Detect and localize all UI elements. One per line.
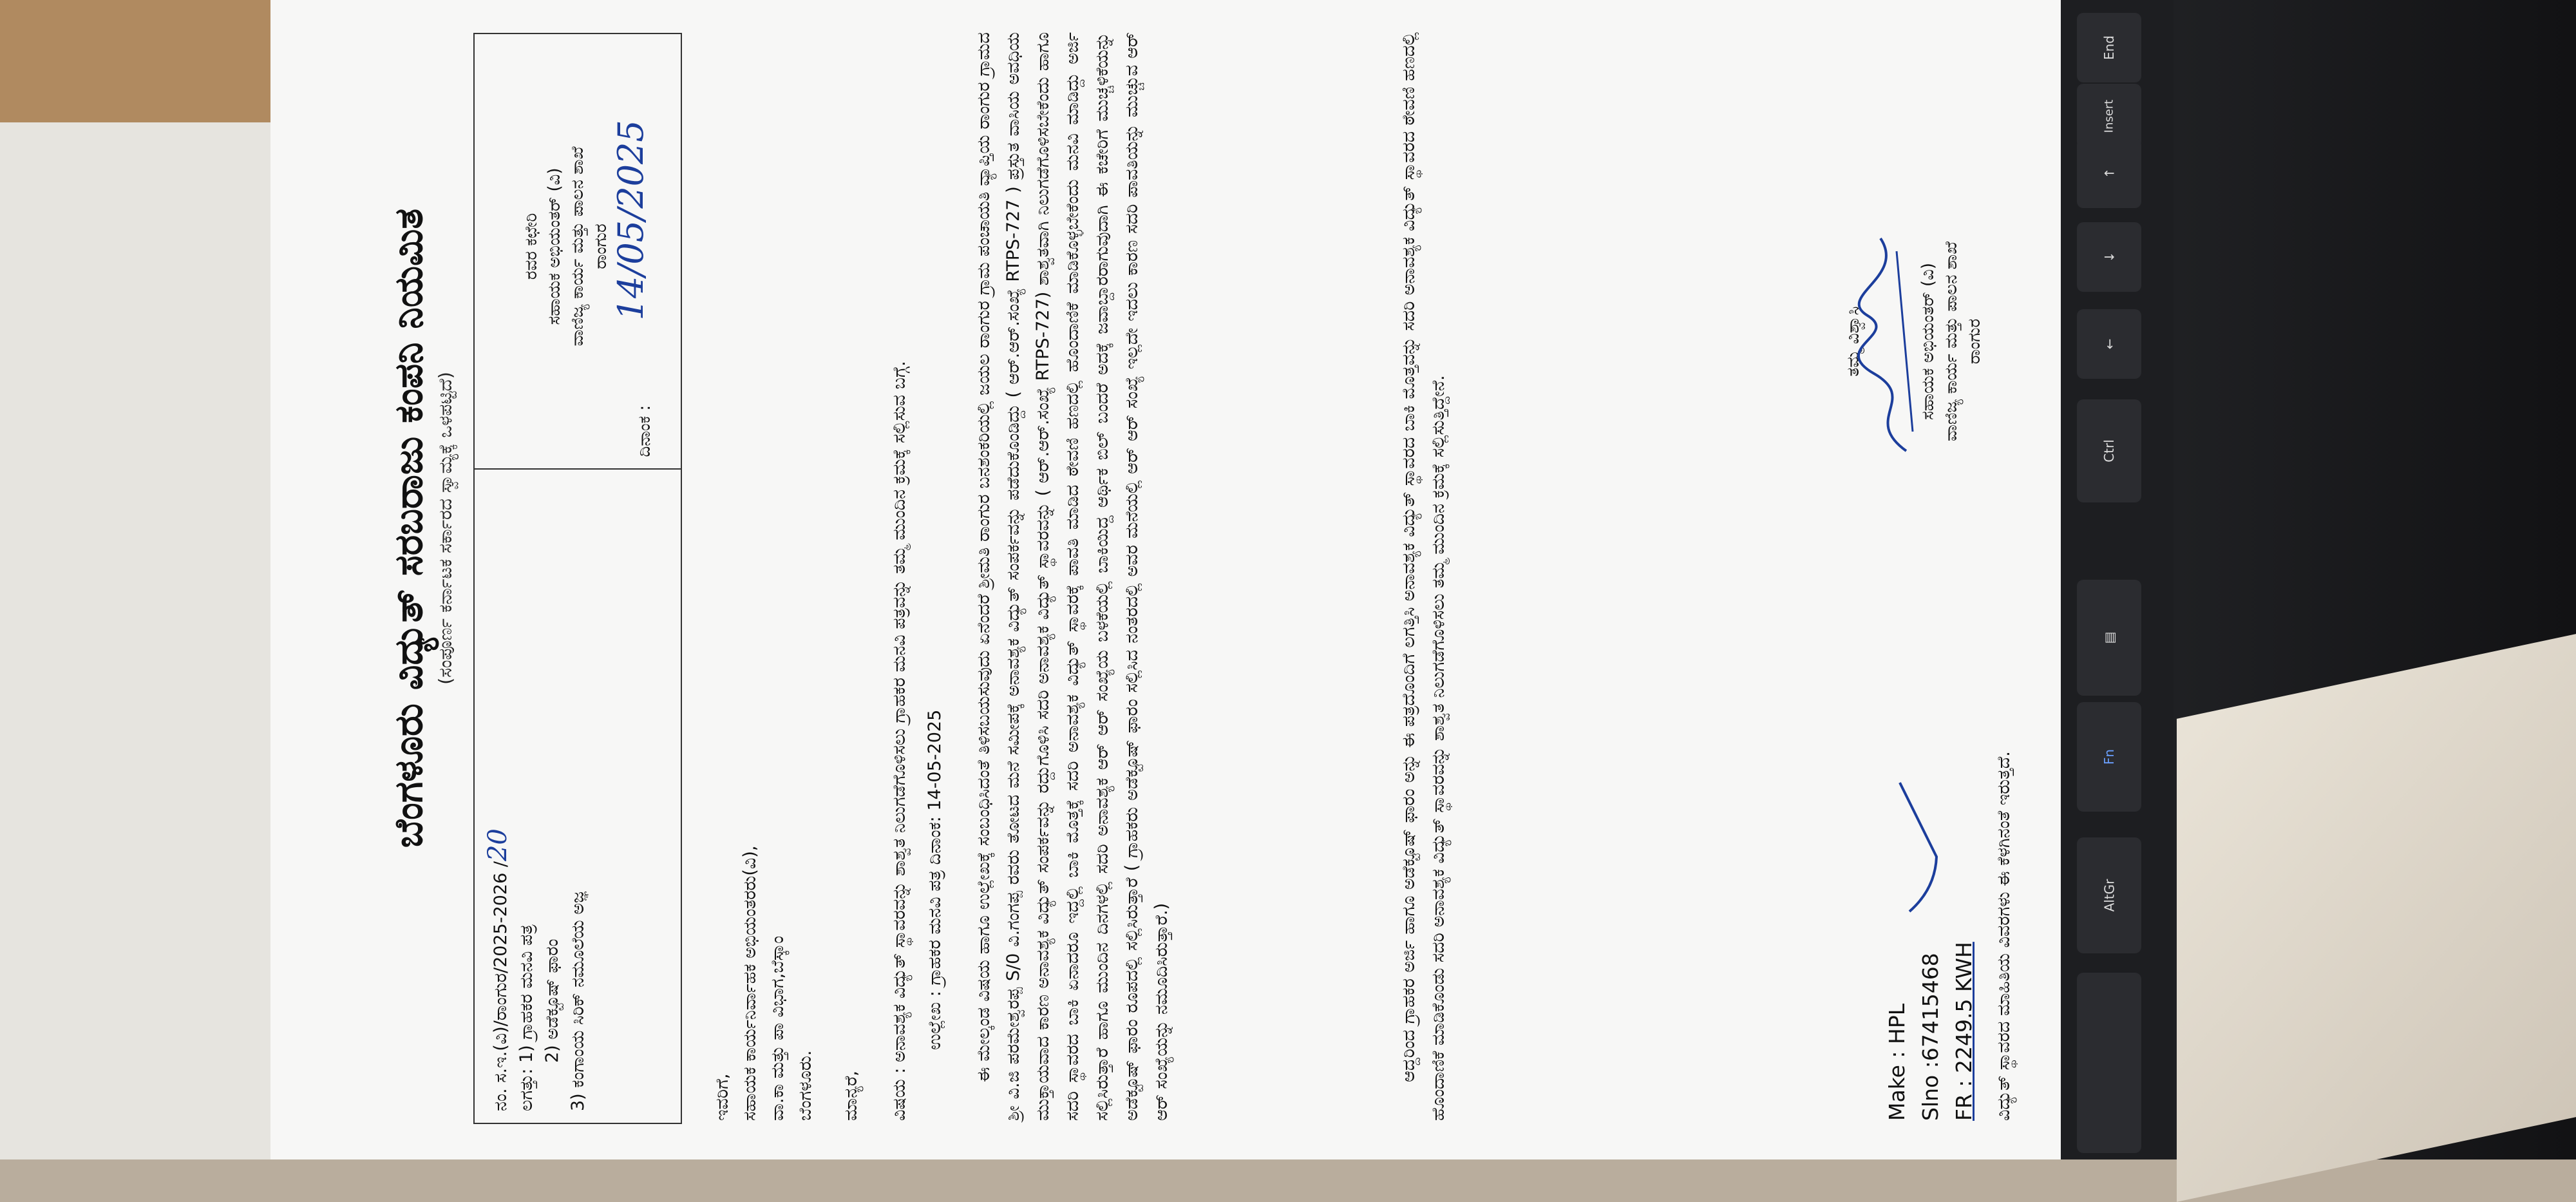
enclosure-2: 2) ಅಡೆಕ್ಟೂಷ್ ಫಾರಂ bbox=[542, 939, 562, 1063]
subject-line: ವಿಷಯ : ಅನಾವಶ್ಯಕ ವಿದ್ಯುತ್ ಸ್ಥಾವರವನ್ನು ಶಾಶ್ವತ ನಿಲುಗಡೆಗೊಳಿಸಲು ಗ್ರಾಹಕರ ಮನವಿ ಪತ್ರವನ್ನು ತಮ್ಮ ಮುಂದಿನ ಕ್ರಮಕ್ಕೆ ಸಲ್ಲಿಸುವ ಬಗ್ಗೆ. bbox=[889, 361, 909, 1121]
date-value: 14/05/2025 bbox=[611, 120, 651, 321]
body-paragraph-1: ಈ ಮೇಲ್ಕಂಡ ವಿಷಯ ಹಾಗೂ ಉಲ್ಲೇಖಕ್ಕೆ ಸಂಬಂಧಿಸಿದಂತೆ ತಿಳಿಸಬಯಸುವುದು ಏನೆಂದರೆ ಶ್ರೀಮತಿ ರಾಂಗುರ ಬನಶಂಕರಿಯಲ್ಲಿ ಜಯಲ ರಾಂಗುರ ಗ್ರಾಮ ಪಂಚಾಯತಿ ವ್ಯಾಪ್ತಿಯ ರಾಂಗುರ ಗ್ರಾಮದ ಶ್ರೀ ವಿ.ಜಿ ಪರಮೇಶ್ವರಪ್ಪ S/0 ವಿ.ಗಂಗಪ್ಪ ರವರು ತೋಟದ ಮನೆ ಸಮೀಪಕ್ಕೆ ಅನಾವಶ್ಯಕ ವಿದ್ಯುತ್ ಸಂಪರ್ಕವನ್ನು ಪಡೆದುಕೊಂಡಿದ್ದು ( ಆರ್.ಆರ್.ಸಂಖ್ಯೆ RTPS-727 ) ಪ್ರಸ್ತುತ ವಾಸಿಯ ಅವಧಿಯ ಮುಕ್ತಾಯವಾದ ಕಾರಣ ಅನಾವಶ್ಯಕ ವಿದ್ಯುತ್ ಸಂಪರ್ಕವನ್ನು ರದ್ದುಗೊಳಿಸಿ ಸದರಿ ಅನಾವಶ್ಯಕ ವಿದ್ಯುತ್ ಸ್ಥಾವರವನ್ನು ( ಆರ್.ಆರ್.ಸಂಖ್ಯೆ RTPS-727) ಶಾಶ್ವತವಾಗಿ ನಿಲುಗಡೆಗೊಳಿಸಬೇಕೆಂದು ಹಾಗೂ ಸದರಿ ಸ್ಥಾವರದ ಬಾಕಿ ಏನಾದರೂ ಇದ್ದಲ್ಲಿ ಬಾಕಿ ಮೊತ್ತಕ್ಕೆ ಸದರಿ ಅನಾವಶ್ಯಕ ವಿದ್ಯುತ್ ಸ್ಥಾವರಕ್ಕೆ ಪಾವತಿ ಮಾಡಿದ ಠೇವಣಿ ಹಣದಲ್ಲಿ ಹೊಂದಾಣಿಕೆ ಮಾಡಿಕೊಳ್ಳಬೇಕೆಂದು ಮನವಿ ಮಾಡಿದ್ದು ಅರ್ಜಿ ಸಲ್ಲಿಸಿರುತ್ತಾರೆ ಹಾಗೂ ಮುಂದಿನ ದಿನಗಳಲ್ಲಿ ಸದರಿ ಅನಾವಶ್ಯಕ ಆರ್ ಆರ್ ಸಂಖ್ಯೆಯ ಬಳಕೆಯಲ್ಲಿ ಬಾಕಿಯಿದ್ದ ಆರ್ಥಿಕ ಬಿಲ್ ಬಂದರೆ ಅದಕ್ಕೆ ಜವಾಬ್ದಾರರಾಗುವುದಾಗಿ ಈ ಕಚೇರಿಗೆ ಮುಚ್ಚಳಿಕೆಯನ್ನು ಅಡೆಕ್ಟೂಷ್ ಫಾರಂ ರೂಪದಲ್ಲಿ ಸಲ್ಲಿಸಿರುತ್ತಾರೆ ( ಗ್ರಾಹಕರು ಅಡೆಕ್ಟೂಷ್ ಫಾರಂ ಸಲ್ಲಿಸಿದ ನಂತರದಲ್ಲಿ ಅವರ ಮನೆಯಲ್ಲಿ ಆರ್ ಆರ್ ಸಂಖ್ಯೆ ಇಲ್ಲದೇ ಇದಲು ಕಾರಣ ಸದರಿ ಪಾವತಿಯನ್ನು ಮುಚ್ಚುವ ಆರ್ ಆರ್ ಸಂಖ್ಯೆಯನ್ನು ನಮೂದಿಸಿರುತ್ತಾರೆ.) bbox=[974, 32, 1171, 1121]
recipient-line-4: ಬೆಂಗಳೂರು. bbox=[795, 1050, 815, 1121]
signature-place: ರಾಂಗುರ bbox=[1965, 318, 1984, 365]
meter-slno: Slno :67415468 bbox=[1918, 953, 1943, 1121]
date-label: ದಿನಾಂಕ : bbox=[635, 405, 654, 457]
reference-number: ನಂ. ಸ.ಇ.(ವಿ)/ರಾಂಗುರ/2025-2026 /20 bbox=[483, 828, 513, 1111]
signature-designation: ಸಹಾಯಕ ಅಭಿಯಂತರ್ (ವಿ) bbox=[1918, 262, 1938, 421]
key-space[interactable] bbox=[2077, 973, 2141, 1153]
company-title: ಬೆಂಗಳೂರು ವಿದ್ಯುತ್ ಸರಬರಾಜು ಕಂಪನಿ ನಿಯಮಿತ bbox=[386, 208, 431, 848]
background-paper bbox=[0, 122, 277, 1159]
meter-make: Make : HPL bbox=[1884, 1003, 1909, 1121]
handwritten-signature bbox=[1848, 225, 1926, 457]
reference-details bbox=[475, 468, 681, 1123]
recipient-line-3: ವಾ.ಕಾ ಮತ್ತು ಪಾ ವಿಭಾಗ,ಬೆಸ್ಕಾಂ bbox=[768, 935, 788, 1121]
signature-yours: ತಮ್ಮ ವಿಶ್ವಾಸಿ bbox=[1844, 306, 1863, 377]
recipient-line-2: ಸಹಾಯಕ ಕಾರ್ಯನಿರ್ವಾಹಕ ಅಭಿಯಂತರರು(ವಿ), bbox=[740, 845, 760, 1121]
sender-line-1: ರವರ ಕಛೇರಿ bbox=[522, 213, 541, 280]
key-fn[interactable]: Fn bbox=[2077, 702, 2141, 812]
checkmark-annotation bbox=[1897, 779, 1942, 915]
body-paragraph-2: ಆದ್ದರಿಂದ ಗ್ರಾಹಕರ ಅರ್ಜಿ ಹಾಗೂ ಅಡೆಕ್ಟೂಷ್ ಫಾರಂ ಅನ್ನು ಈ ಪತ್ರದೊಂದಿಗೆ ಲಗತ್ತಿಸಿ ಅನಾವಶ್ಯಕ ವಿದ್ಯುತ್ ಸ್ಥಾವರದ ಬಾಕಿ ಮೊತ್ತವನ್ನು ಸದರಿ ಅನಾವಶ್ಯಕ ವಿದ್ಯುತ್ ಸ್ಥಾವರದ ಠೇವಣಿ ಹಣದಲ್ಲಿ ಹೊಂದಾಣಿಕೆ ಮಾಡಿಕೊಂಡು ಸದರಿ ಅನಾವಶ್ಯಕ ವಿದ್ಯುತ್ ಸ್ಥಾವರವನ್ನು ಶಾಶ್ವತ ನಿಲುಗಡೆಗೊಳಿಸಲು ತಮ್ಮ ಮುಂದಿನ ಕ್ರಮಕ್ಕೆ ಸಲ್ಲಿಸುತ್ತಿದ್ದೇನೆ. bbox=[1399, 32, 1448, 1121]
recipient-line-1: ಇವರಿಗೆ, bbox=[712, 1073, 732, 1121]
key-end[interactable]: End bbox=[2077, 13, 2141, 82]
key-ctrl[interactable]: Ctrl bbox=[2077, 399, 2141, 502]
signature-office: ವಾಣಿಜ್ಯ ಕಾರ್ಯ ಮತ್ತು ಪಾಲನ ಶಾಖೆ bbox=[1942, 241, 1961, 442]
reference-box bbox=[473, 33, 682, 1124]
meter-fr: FR : 2249.5 KWH bbox=[1951, 942, 1976, 1121]
closing-line: ವಿದ್ಯುತ್ ಸ್ಥಾವರದ ಮಾಹಿತಿಯ ವಿವರಗಳು ಈ ಕೆಳಗಿನಂತೆ ಇರುತ್ತದೆ. bbox=[1994, 751, 2014, 1121]
key-up[interactable]: ↑ bbox=[2077, 138, 2141, 208]
salutation: ಮಾನ್ಯರೆ, bbox=[841, 1071, 861, 1121]
sender-line-3: ವಾಣಿಜ್ಯ ಕಾರ್ಯ ಮತ್ತು ಪಾಲನ ಶಾಖೆ bbox=[568, 146, 587, 347]
enclosure-3: 3) ಕಂಗಾಂಯ ಸಿರಿಕ್ ನಮೂಲೆಯ ಅಜ್ಞ bbox=[568, 892, 588, 1111]
key-left[interactable]: ← bbox=[2077, 309, 2141, 379]
light-fabric bbox=[2177, 634, 2576, 1202]
recipient-address bbox=[708, 846, 819, 1121]
key-insert[interactable]: Insert bbox=[2077, 84, 2141, 148]
key-altgr[interactable]: AltGr bbox=[2077, 837, 2141, 953]
letter-content bbox=[270, 0, 2061, 1159]
key-menu[interactable]: ▤ bbox=[2077, 580, 2141, 696]
sender-line-4: ರಾಂಗುರ bbox=[591, 224, 611, 269]
sender-details bbox=[475, 34, 681, 468]
reference-line: ಉಲ್ಲೇಖ : ಗ್ರಾಹಕರ ಮನವಿ ಪತ್ರ ದಿನಾಂಕ: 14-05-2025 bbox=[925, 709, 945, 1050]
meter-details bbox=[1880, 942, 1981, 1121]
keyboard bbox=[2045, 0, 2174, 1159]
company-subtitle: (ಸಂಪೂರ್ಣ ಕರ್ನಾಟಕ ಸರ್ಕಾರದ ಸ್ವಾಮ್ಯಕ್ಕೆ ಒಳಪಟ್ಟಿದೆ) bbox=[435, 372, 456, 685]
enclosure-1: ಲಗತ್ತು: 1) ಗ್ರಾಹಕರ ಮನವಿ ಪತ್ರ bbox=[516, 924, 536, 1111]
key-down[interactable]: ↓ bbox=[2077, 222, 2141, 292]
sender-line-2: ಸಹಾಯಕ ಅಭಿಯಂತರ್ (ವಿ) bbox=[545, 167, 564, 325]
